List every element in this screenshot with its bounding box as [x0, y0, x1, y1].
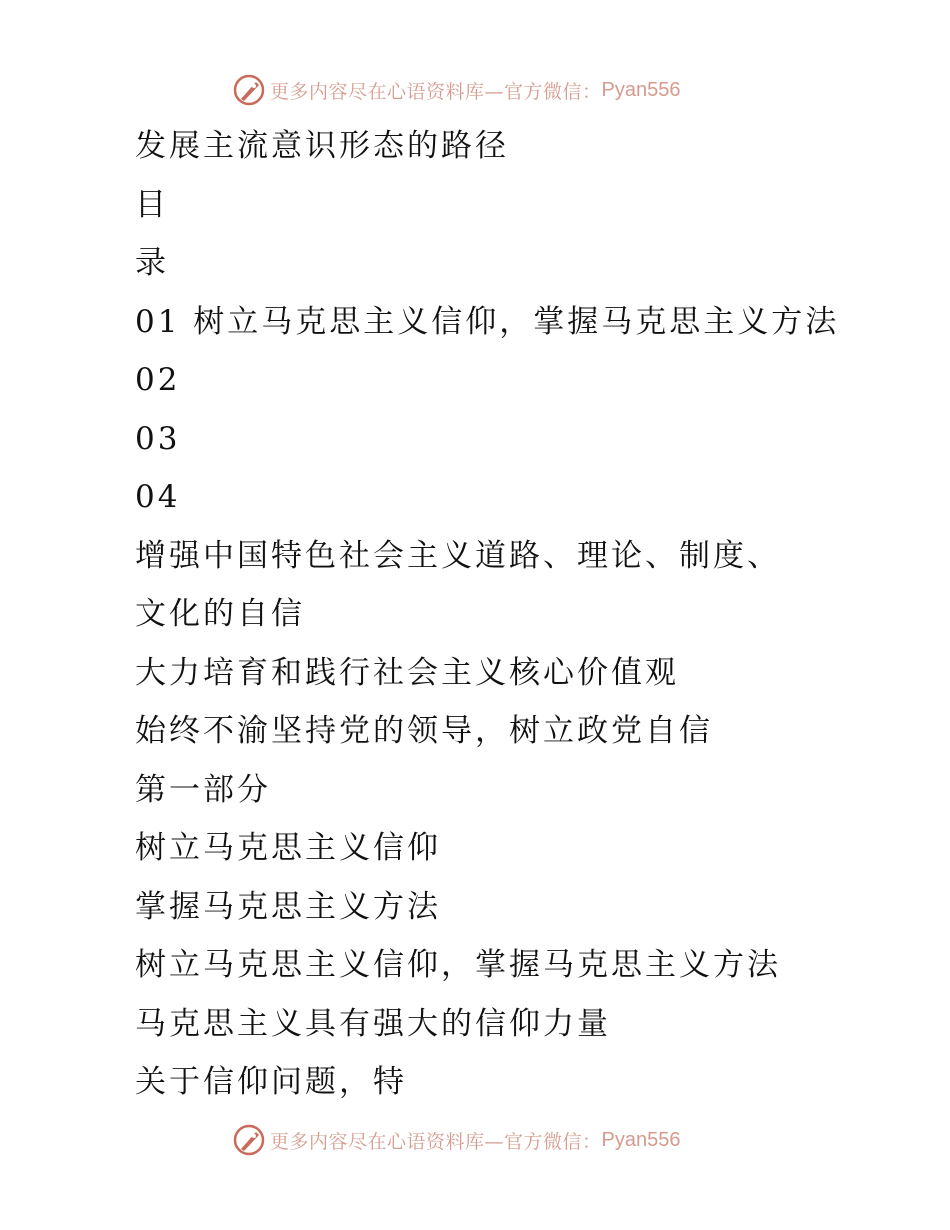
text-line: 增强中国特色社会主义道路、理论、制度、 — [135, 537, 781, 574]
watermark-text: 更多内容尽在心语资料库—官方微信： — [270, 80, 602, 103]
text-line: 掌握马克思主义方法 — [135, 888, 441, 925]
text-line: 树立马克思主义信仰 — [135, 830, 441, 866]
text-line: 大力培育和践行社会主义核心价值观 — [135, 654, 679, 691]
toc-item-03: 03 — [135, 420, 181, 457]
toc-heading-part2: 录 — [135, 245, 169, 281]
watermark-wechat-id: Pyan556 — [601, 1128, 681, 1151]
toc-item-01: 01 树立马克思主义信仰，掌握马克思主义方法 — [135, 303, 840, 340]
pen-logo-icon — [232, 73, 266, 107]
footer-watermark — [232, 1122, 680, 1158]
toc-item-02: 02 — [135, 362, 181, 398]
section-heading: 第一部分 — [135, 771, 271, 808]
text-line: 文化的自信 — [135, 596, 305, 632]
document-title: 发展主流意识形态的路径 — [135, 128, 509, 164]
text-line: 始终不渝坚持党的领导，树立政党自信 — [135, 713, 713, 749]
toc-item-04: 04 — [135, 479, 181, 515]
text-line: 马克思主义具有强大的信仰力量 — [135, 1005, 611, 1042]
watermark-text: 更多内容尽在心语资料库—官方微信： — [270, 1130, 602, 1153]
toc-heading-part1: 目 — [135, 186, 169, 223]
document-body — [135, 117, 925, 1112]
text-line: 树立马克思主义信仰，掌握马克思主义方法 — [135, 947, 781, 983]
pen-logo-icon — [232, 1123, 266, 1157]
watermark-wechat-id: Pyan556 — [601, 78, 681, 101]
text-line: 关于信仰问题，特 — [135, 1064, 407, 1100]
header-watermark — [232, 72, 680, 108]
